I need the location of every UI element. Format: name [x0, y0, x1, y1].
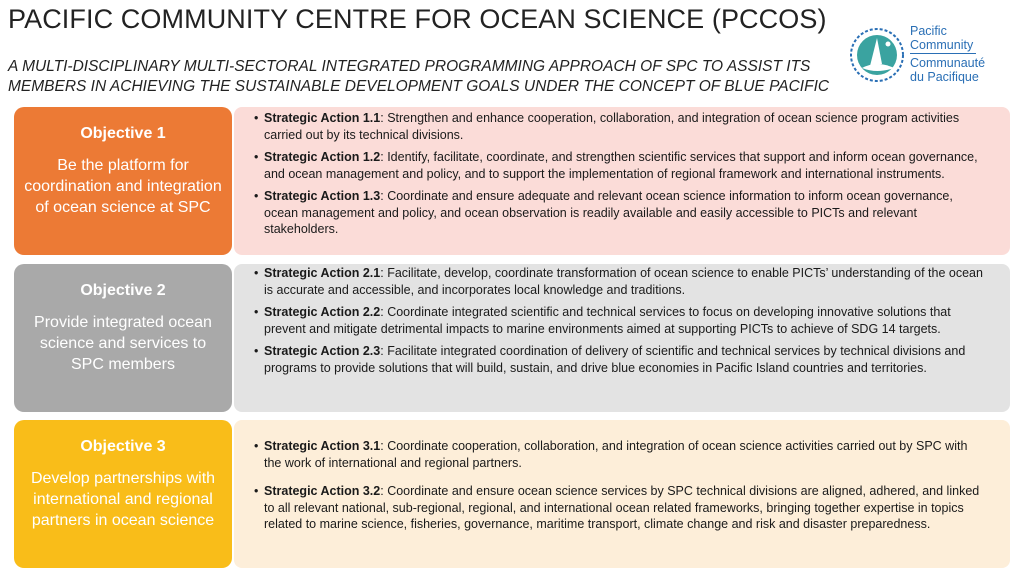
strategic-action-label: Strategic Action 1.1	[264, 111, 381, 125]
strategic-action-1-2	[254, 149, 988, 182]
strategic-action-label: Strategic Action 3.2	[264, 484, 381, 498]
objective-row-2	[14, 264, 1010, 412]
strategic-action-label: Strategic Action 2.3	[264, 344, 381, 358]
objective-2-description: Provide integrated ocean science and services to SPC members	[34, 314, 212, 373]
objective-2-title: Objective 2	[80, 282, 166, 299]
strategic-action-label: Strategic Action 3.1	[264, 439, 381, 453]
strategic-action-text: : Identify, facilitate, coordinate, and strengthen scientific services that support and inform ocean governance, and ocean management and policy, and to support the implementation of regional framework and international instruments.	[264, 150, 978, 181]
spc-emblem-icon	[848, 24, 906, 86]
strategic-action-label: Strategic Action 1.2	[264, 150, 381, 164]
strategic-action-text: : Coordinate integrated scientific and technical services to focus on developing innovative solutions that prevent and mitigate detrimental impacts to marine environments aimed at supporting PICTs to achieve of SDG 14 targets.	[264, 305, 951, 336]
strategic-action-text: : Strengthen and enhance cooperation, collaboration, and integration of ocean science program activities carried out by its technical divisions.	[264, 111, 960, 142]
objective-3-title: Objective 3	[80, 438, 166, 455]
objective-3-box	[14, 420, 232, 568]
objective-3-description: Develop partnerships with international and regional partners in ocean science	[30, 470, 216, 529]
objective-3-actions	[254, 438, 988, 545]
logo-text-line4: du Pacifique	[910, 70, 979, 84]
strategic-action-1-3	[254, 188, 988, 238]
objective-row-3	[14, 420, 1010, 568]
logo-text-line2: Community	[910, 38, 974, 52]
strategic-action-label: Strategic Action 2.1	[264, 266, 381, 280]
objective-1-box	[14, 107, 232, 255]
strategic-action-label: Strategic Action 1.3	[264, 189, 381, 203]
strategic-action-1-1	[254, 110, 988, 143]
strategic-action-3-1	[254, 438, 988, 471]
objective-1-description: Be the platform for coordination and integration of ocean science at SPC	[24, 157, 222, 216]
strategic-action-text: : Coordinate and ensure ocean science services by SPC technical divisions are aligned, adhered, and linked to all relevant national, sub-regional, regional, and international ocean related frameworks, bringing together expertise in topics related to marine science, fisheries, governance, maritime transport, climate change and risk and disaster preparedness.	[264, 484, 980, 531]
page-title: PACIFIC COMMUNITY CENTRE FOR OCEAN SCIENCE (PCCOS)	[8, 4, 827, 34]
strategic-action-text: : Facilitate integrated coordination of delivery of scientific and technical services by technical divisions and programs to provide solutions that will build, sustain, and drive blue economies in Pacific Island countries and territories.	[264, 344, 966, 375]
strategic-action-label: Strategic Action 2.2	[264, 305, 381, 319]
strategic-action-text: : Coordinate and ensure adequate and relevant ocean science information to inform ocean governance, ocean management and policy, and ocean observation is readily available and easily accessible to PICTs and relevant stakeholders.	[264, 189, 953, 236]
objective-2-box	[14, 264, 232, 412]
strategic-action-3-2	[254, 483, 988, 533]
logo-text-line1: Pacific	[910, 24, 947, 38]
page-subtitle: A MULTI-DISCIPLINARY MULTI-SECTORAL INTEGRATED PROGRAMMING APPROACH OF SPC TO ASSIST ITS MEMBERS IN ACHIEVING THE SUSTAINABLE DEVELOPMENT GOALS UNDER THE CONCEPT OF BLUE PACIFIC	[8, 58, 830, 95]
logo-text-line3: Communauté	[910, 56, 986, 70]
objective-1-title: Objective 1	[80, 125, 166, 142]
objective-1-actions	[254, 110, 988, 244]
objective-2-actions	[254, 265, 988, 382]
strategic-action-2-3	[254, 343, 988, 376]
strategic-action-2-2	[254, 304, 988, 337]
strategic-action-text: : Coordinate cooperation, collaboration, and integration of ocean science activities carried out by SPC with the work of international and regional partners.	[264, 439, 968, 470]
strategic-action-2-1	[254, 265, 988, 298]
pacific-community-logo	[848, 24, 1018, 90]
objective-row-1	[14, 107, 1010, 255]
strategic-action-text: : Facilitate, develop, coordinate transformation of ocean science to enable PICTs’ understanding of the ocean is accurate and accessible, and incorporates local knowledge and traditions.	[264, 266, 983, 297]
